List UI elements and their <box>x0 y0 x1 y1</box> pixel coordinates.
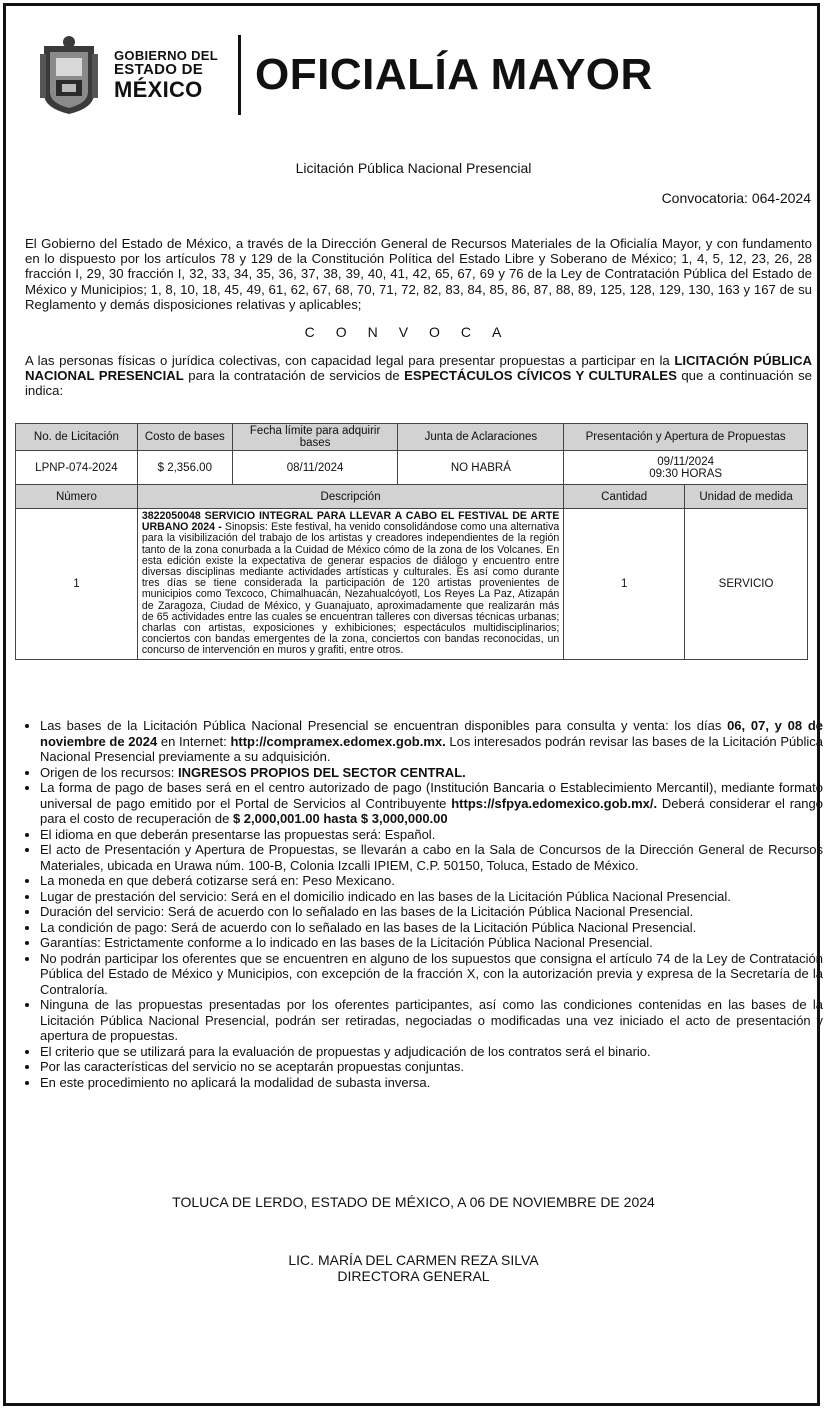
gov-line-1: GOBIERNO DEL <box>114 47 218 63</box>
list-item: • En este procedimiento no aplicará la modalidad de subasta inversa. <box>40 1075 823 1091</box>
item-description-text: Sinopsis: Este festival, ha venido consolidándose como una alternativa para la visibilización del trabajo de los artistas y creadores independientes de la región tanto de la zona conurbada a la Cuidad de México cómo de la zona de los Volcanes. En esta edición existe la expectativa de generar espacios de diálogo y encuentro entre diversas disciplinas mediante actividades artísticas y culturales. Es así como durante tres días se tiene considerada la participación de 120 artistas provenientes de municipios como Texcoco, Chimalhuacán, Nezahualcóyotl, Los Reyes La Paz, Atizapán de Zaragoza, Ciudad de México, y Guanajuato, aproximadamente que realizarán más de 65 actividades entre las cuales se encuentran talleres con diversas técnicas urbanas; charlas con artistas, exposiciones y exhibiciones; espectáculos multidisciplinarios; conciertos con bandas emergentes de la zona, conciertos con bandas reconocidas, un concurso de intervención en muros y grafiti, entre otros. <box>141 521 560 657</box>
gov-line-3: MÉXICO <box>114 77 203 103</box>
convocatoria-number: Convocatoria: 064-2024 <box>661 190 811 206</box>
list-item: • El criterio que se utilizará para la evaluación de propuestas y adjudicación de los contratos será el binario. <box>40 1044 823 1060</box>
cell-numero-licitacion: LPNP-074-2024 <box>16 451 138 485</box>
list-item: • El acto de Presentación y Apertura de Propuestas, se llevarán a cabo en la Sala de Concursos de la Dirección General de Recursos Materiales, ubicada en Urawa núm. 100-B, Colonia Izcalli IPIEM, C.P. 50150, Toluca, Estado de México. <box>40 842 823 873</box>
bullet-3-text: La forma de pago de bases será en el centro autorizado de pago (Institución Bancaria o Establecimiento Mercantil), mediante formato universal de pago emitido por el Portal de Servicios al Contribuyente <box>40 780 823 811</box>
header <box>36 30 653 120</box>
intro-paragraph: El Gobierno del Estado de México, a través de la Dirección General de Recursos Materiales de la Oficialía Mayor, y con fundamento en lo dispuesto por los artículos 78 y 129 de la Constitución Política del Estado Libre y Soberano de México; 1, 4, 5, 12, 23, 26, 28 fracción I, 29, 30 fracción I, 32, 33, 34, 35, 36, 37, 38, 39, 40, 41, 42, 65, 67, 69 y 76 de la Ley de Contratación Pública del Estado de México y Municipios; 1, 8, 10, 18, 45, 49, 61, 62, 67, 68, 70, 71, 72, 82, 83, 84, 85, 86, 87, 88, 89, 125, 128, 129, 130, 163 y 167 de su Reglamento y demás disposiciones relativas y aplicables; <box>25 236 812 312</box>
header-divider <box>238 35 241 115</box>
header-costo-bases: Costo de bases <box>137 424 232 451</box>
list-item <box>40 780 823 827</box>
licitacion-table <box>15 423 808 660</box>
bullet-1-text-2: en Internet: <box>157 733 231 749</box>
invite-text-3: que a continuación se indica: <box>25 368 813 399</box>
cell-junta-aclaraciones: NO HABRÁ <box>398 451 564 485</box>
list-item: • La condición de pago: Será de acuerdo con lo señalado en las bases de la Licitación Pública Nacional Presencial. <box>40 920 823 936</box>
list-item: • Por las características del servicio no se aceptarán propuestas conjuntas. <box>40 1059 823 1075</box>
convoca-heading: CONVOCA <box>304 324 523 340</box>
bullet-3-range: $ 2,000,001.00 hasta $ 3,000,000.00 <box>232 811 448 826</box>
list-item: • Lugar de prestación del servicio: Será en el domicilio indicado en las bases de la Licitación Pública Nacional Presencial. <box>40 889 823 905</box>
place-and-date: TOLUCA DE LERDO, ESTADO DE MÉXICO, A 06 DE NOVIEMBRE DE 2024 <box>172 1194 655 1210</box>
invite-bold-1: LICITACIÓN PÚBLICA NACIONAL PRESENCIAL <box>25 353 812 384</box>
cell-presentacion-apertura <box>564 451 808 485</box>
conditions-list <box>20 718 823 1090</box>
invite-text-1: A las personas físicas o jurídica colectivas, con capacidad legal para presentar propuestas a participar en la <box>25 353 675 368</box>
cell-item-descripcion <box>137 509 563 660</box>
invite-bold-2: ESPECTÁCULOS CÍVICOS Y CULTURALES <box>404 368 677 384</box>
list-item: • Garantías: Estrictamente conforme a lo indicado en las bases de la Licitación Pública Nacional Presencial. <box>40 935 823 951</box>
header-numero: Número <box>16 485 138 509</box>
coat-of-arms-icon <box>36 34 102 116</box>
bullet-2-resources: INGRESOS PROPIOS DEL SECTOR CENTRAL. <box>178 764 466 780</box>
government-name <box>114 49 218 101</box>
cell-item-numero: 1 <box>16 509 138 660</box>
bullet-3-text-2: Deberá considerar el rango para el costo de recuperación de <box>40 795 823 826</box>
list-item <box>40 718 823 765</box>
gov-line-2: ESTADO DE <box>114 61 204 79</box>
header-no-licitacion: No. de Licitación <box>16 424 138 451</box>
apertura-hora: 09:30 HORAS <box>649 467 723 480</box>
list-item: • El idioma en que deberán presentarse las propuestas será: Español. <box>40 827 823 843</box>
cell-item-cantidad: 1 <box>564 509 685 660</box>
bullet-1-text-3: Los interesados podrán revisar las bases de la Licitación Pública Nacional Presencial previamente a su adquisición. <box>40 733 823 764</box>
cell-costo-bases: $ 2,356.00 <box>137 451 232 485</box>
header-fecha-limite: Fecha límite para adquirir bases <box>232 424 398 451</box>
list-item: • La moneda en que deberá cotizarse será en: Peso Mexicano. <box>40 873 823 889</box>
list-item: • Ninguna de las propuestas presentadas por los oferentes participantes, así como las condiciones contenidas en las bases de la Licitación Pública Nacional Presencial, podrán ser retiradas, negociadas o modificadas una vez iniciado el acto de presentación y apertura de propuestas. <box>40 997 823 1044</box>
cell-item-unidad: SERVICIO <box>685 509 808 660</box>
item-description-title: 3822050048 SERVICIO INTEGRAL PARA LLEVAR A CABO EL FESTIVAL DE ARTE URBANO 2024 - <box>141 510 560 534</box>
bullet-1-text: Las bases de la Licitación Pública Nacional Presencial se encuentran disponibles para consulta y venta: los días <box>40 718 728 733</box>
cell-fecha-limite: 08/11/2024 <box>232 451 398 485</box>
bullet-2-text: Origen de los recursos: <box>40 764 179 780</box>
invite-text-2: para la contratación de servicios de <box>183 368 405 384</box>
document-title: Licitación Pública Nacional Presencial <box>295 160 532 176</box>
header-junta-aclaraciones: Junta de Aclaraciones <box>398 424 564 451</box>
signer-name: LIC. MARÍA DEL CARMEN REZA SILVA <box>288 1252 539 1268</box>
list-item <box>40 765 823 781</box>
list-item: • Duración del servicio: Será de acuerdo con lo señalado en las bases de la Licitación Pública Nacional Presencial. <box>40 904 823 920</box>
header-cantidad: Cantidad <box>564 485 685 509</box>
invitation-paragraph <box>25 353 812 399</box>
apertura-fecha: 09/11/2024 <box>657 455 714 468</box>
list-item: • No podrán participar los oferentes que se encuentren en alguno de los supuestos que consigna el artículo 74 de la Ley de Contratación Pública del Estado de México y Municipios, con excepción de la fracción X, con la autorización previa y expresa de la Secretaría de la Contraloría. <box>40 951 823 998</box>
compramex-link[interactable]: http://compramex.edomex.gob.mx. <box>230 733 446 749</box>
header-descripcion: Descripción <box>137 485 563 509</box>
signer-title: DIRECTORA GENERAL <box>337 1268 490 1284</box>
header-presentacion-apertura: Presentación y Apertura de Propuestas <box>564 424 808 451</box>
sfpya-link[interactable]: https://sfpya.edomexico.gob.mx/. <box>451 795 658 811</box>
header-unidad-medida: Unidad de medida <box>685 485 808 509</box>
office-title: OFICIALÍA MAYOR <box>255 50 653 99</box>
bullet-1-dates: 06, 07, y 08 de noviembre de 2024 <box>40 718 823 749</box>
